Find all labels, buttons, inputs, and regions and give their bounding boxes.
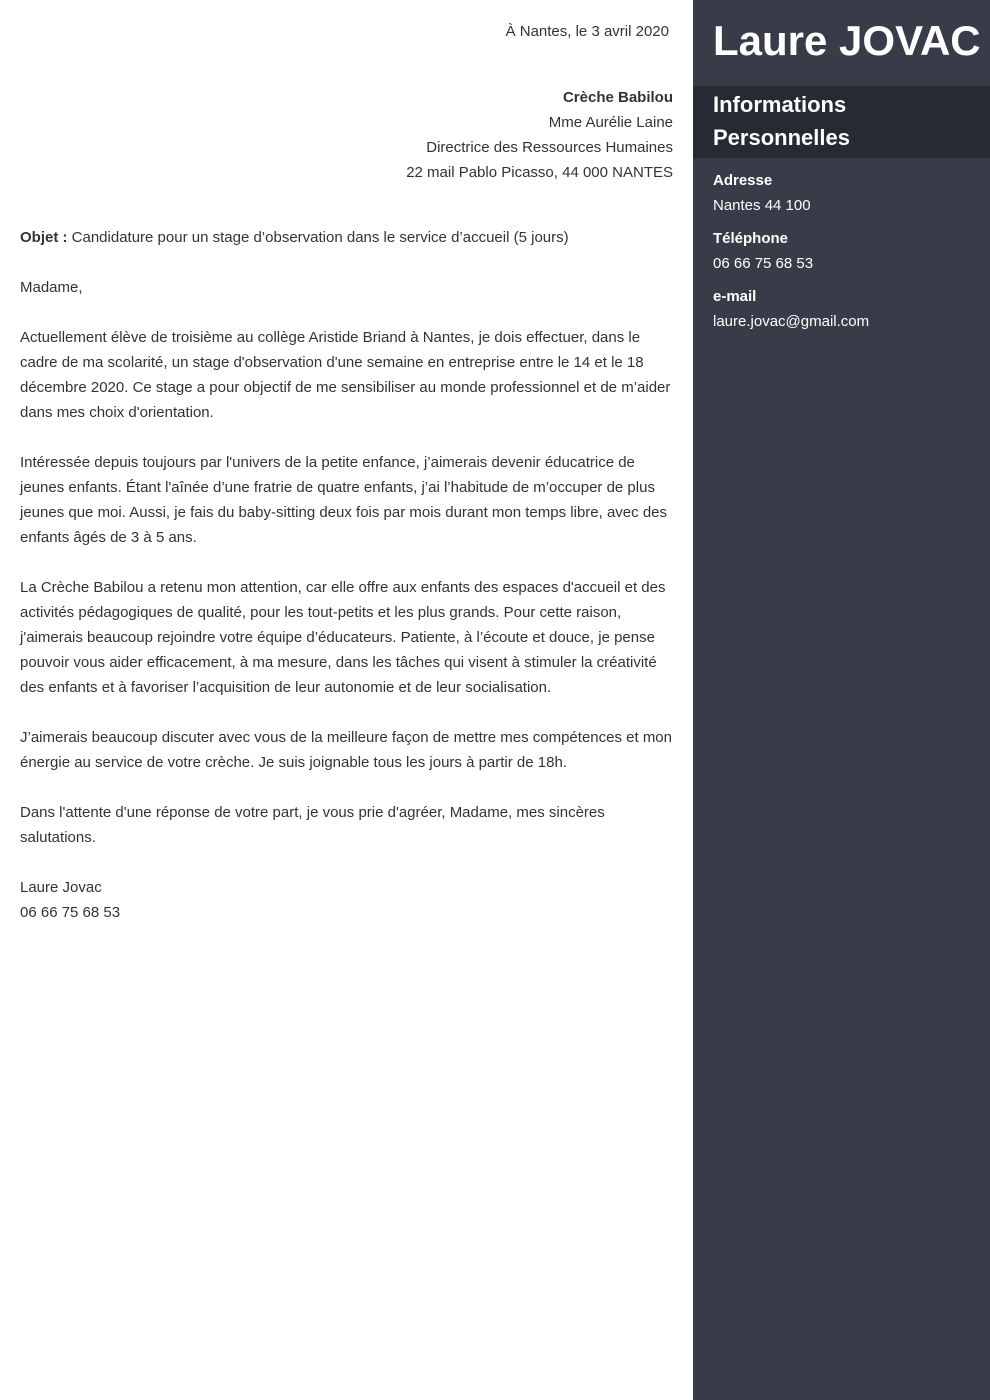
letter-text <box>20 225 675 925</box>
section-title: Informations Personnelles <box>713 92 850 150</box>
recipient-contact: Mme Aurélie Laine <box>548 114 673 131</box>
recipient-address: 22 mail Pablo Picasso, 44 000 NANTES <box>406 164 673 181</box>
letter-paragraph: J’aimerais beaucoup discuter avec vous de la meilleure façon de mettre mes compétences et mon énergie au service de votre crèche. Je suis joignable tous les jours à partir de 18h. <box>20 729 672 771</box>
personal-info <box>713 168 978 342</box>
letter-paragraph: La Crèche Babilou a retenu mon attention, car elle offre aux enfants des espaces d'accueil et des activités pédagogiques de qualité, pour les tout-petits et les plus grands. Pour cette raison, j'aimerais beaucoup rejoindre votre équipe d’éducateurs. Patiente, à l’écoute et douce, je pense pouvoir vous aider efficacement, à ma mesure, dans les tâches qui visent à stimuler la créativité des enfants et à favoriser l’acquisition de leur autonomie et de leur socialisation. <box>20 579 666 696</box>
info-value: Nantes 44 100 <box>713 197 811 214</box>
info-label: e-mail <box>713 288 757 305</box>
candidate-name: Laure JOVAC <box>713 17 981 64</box>
sidebar <box>693 0 990 1400</box>
info-value: laure.jovac@gmail.com <box>713 313 870 330</box>
object-label: Objet : <box>20 229 68 246</box>
recipient-title: Directrice des Ressources Humaines <box>426 139 673 156</box>
letter-salutation: Madame, <box>20 279 83 296</box>
recipient-block <box>406 85 673 185</box>
info-address <box>713 168 978 218</box>
letter-date: À Nantes, le 3 avril 2020 <box>505 23 669 40</box>
recipient-company: Crèche Babilou <box>562 89 673 106</box>
info-label: Adresse <box>713 172 773 189</box>
info-label: Téléphone <box>713 230 789 247</box>
letter-object <box>20 225 675 250</box>
letter-paragraph: Actuellement élève de troisième au collège Aristide Briand à Nantes, je dois effectuer, dans le cadre de ma scolarité, un stage d'observation d'une semaine en entreprise entre le 14 et le 18 décembre 2020. Ce stage a pour objectif de me sensibiliser au monde professionnel et de m’aider dans mes choix d'orientation. <box>20 329 671 421</box>
letter-paragraph: Dans l'attente d'une réponse de votre part, je vous prie d'agréer, Madame, mes sincères salutations. <box>20 804 605 846</box>
letter-paragraph: Intéressée depuis toujours par l'univers de la petite enfance, j’aimerais devenir éducatrice de jeunes enfants. Étant l'aînée d’une fratrie de quatre enfants, j’ai l’habitude de m’occuper de plus jeunes que moi. Aussi, je fais du baby-sitting deux fois par mois durant mon temps libre, avec des enfants âgés de 3 à 5 ans. <box>20 454 667 546</box>
section-header <box>693 86 990 158</box>
signature-phone: 06 66 75 68 53 <box>20 904 121 921</box>
info-value: 06 66 75 68 53 <box>713 255 814 272</box>
info-email <box>713 284 978 334</box>
info-phone <box>713 226 978 276</box>
signature-name: Laure Jovac <box>20 879 102 896</box>
object-text: Candidature pour un stage d’observation dans le service d’accueil (5 jours) <box>67 229 569 246</box>
signature-block <box>20 875 675 925</box>
